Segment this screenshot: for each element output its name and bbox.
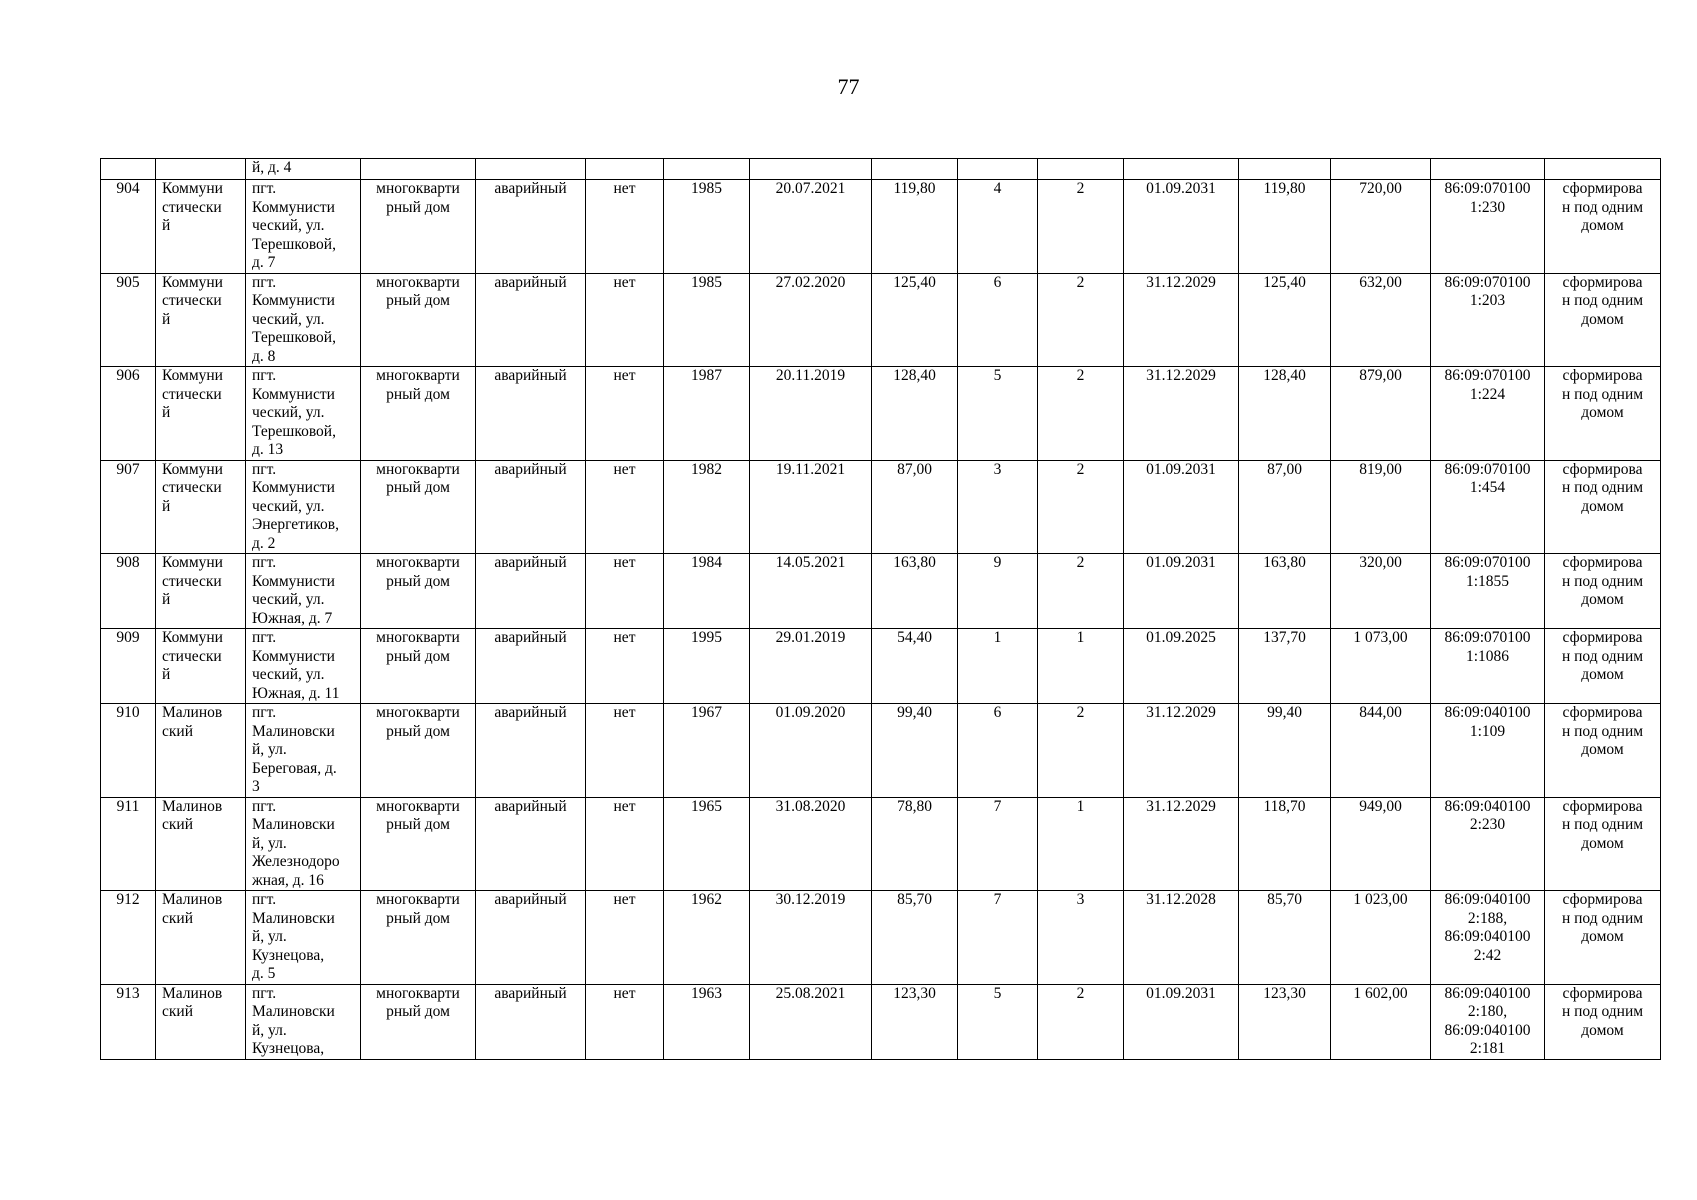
cell-premises: 2 [1038, 554, 1124, 629]
cell-date-recognized: 27.02.2020 [750, 273, 872, 367]
cell-cadastral-number: 86:09:070100 1:454 [1431, 460, 1545, 554]
cell-land-note: сформирова н под одним домом [1545, 554, 1661, 629]
cell-area-total: 125,40 [1239, 273, 1331, 367]
cell-flag: нет [586, 460, 664, 554]
cell-object-type: многокварти рный дом [361, 367, 476, 461]
cell-settlement: Коммуни стически й [156, 629, 246, 704]
cell-cadastral-number: 86:09:040100 2:230 [1431, 797, 1545, 891]
cell-empty [361, 159, 476, 180]
cell-year: 1962 [664, 891, 750, 985]
cell-cadastral-number: 86:09:040100 1:109 [1431, 704, 1545, 798]
cell-land-note: сформирова н под одним домом [1545, 367, 1661, 461]
cell-object-type: многокварти рный дом [361, 460, 476, 554]
cell-area-total: 99,40 [1239, 704, 1331, 798]
cell-residents: 7 [958, 797, 1038, 891]
cell-year: 1982 [664, 460, 750, 554]
cell-status: аварийный [476, 704, 586, 798]
cell-date-planned: 01.09.2025 [1124, 629, 1239, 704]
cell-date-recognized: 31.08.2020 [750, 797, 872, 891]
cell-object-type: многокварти рный дом [361, 797, 476, 891]
cell-land-note: сформирова н под одним домом [1545, 273, 1661, 367]
table-row [101, 554, 1661, 629]
cell-date-planned: 01.09.2031 [1124, 180, 1239, 274]
cell-premises: 2 [1038, 273, 1124, 367]
cell-status: аварийный [476, 984, 586, 1059]
cell-area: 125,40 [872, 273, 958, 367]
cell-empty [1038, 159, 1124, 180]
cell-flag: нет [586, 629, 664, 704]
cell-year: 1967 [664, 704, 750, 798]
cell-land-note: сформирова н под одним домом [1545, 460, 1661, 554]
cell-status: аварийный [476, 273, 586, 367]
cell-address: пгт. Коммунисти ческий, ул. Терешковой, д. 7 [246, 180, 361, 274]
cell-address: пгт. Малиновски й, ул. Кузнецова, д. 5 [246, 891, 361, 985]
cell-area-total: 85,70 [1239, 891, 1331, 985]
page-number: 77 [837, 74, 860, 99]
cell-number: 905 [101, 273, 156, 367]
table-row [101, 629, 1661, 704]
cell-empty [1545, 159, 1661, 180]
cell-land-area: 720,00 [1331, 180, 1431, 274]
cell-area-total: 163,80 [1239, 554, 1331, 629]
table-row [101, 460, 1661, 554]
cell-land-note: сформирова н под одним домом [1545, 180, 1661, 274]
cell-date-planned: 31.12.2029 [1124, 704, 1239, 798]
cell-date-recognized: 01.09.2020 [750, 704, 872, 798]
cell-area: 119,80 [872, 180, 958, 274]
cell-residents: 5 [958, 984, 1038, 1059]
cell-empty [1431, 159, 1545, 180]
cell-empty [1124, 159, 1239, 180]
cell-land-area: 1 073,00 [1331, 629, 1431, 704]
cell-date-recognized: 25.08.2021 [750, 984, 872, 1059]
cell-year: 1984 [664, 554, 750, 629]
cell-area: 54,40 [872, 629, 958, 704]
cell-area-total: 123,30 [1239, 984, 1331, 1059]
cell-residents: 7 [958, 891, 1038, 985]
cell-area-total: 87,00 [1239, 460, 1331, 554]
cell-address: пгт. Коммунисти ческий, ул. Южная, д. 11 [246, 629, 361, 704]
cell-settlement: Коммуни стически й [156, 180, 246, 274]
cell-cadastral-number: 86:09:070100 1:230 [1431, 180, 1545, 274]
cell-premises: 2 [1038, 984, 1124, 1059]
cell-area: 163,80 [872, 554, 958, 629]
cell-empty [156, 159, 246, 180]
cell-area: 85,70 [872, 891, 958, 985]
cell-residents: 9 [958, 554, 1038, 629]
cell-land-note: сформирова н под одним домом [1545, 797, 1661, 891]
cell-number: 907 [101, 460, 156, 554]
cell-date-planned: 31.12.2029 [1124, 797, 1239, 891]
cell-land-area: 320,00 [1331, 554, 1431, 629]
cell-land-note: сформирова н под одним домом [1545, 704, 1661, 798]
cell-status: аварийный [476, 797, 586, 891]
cell-cadastral-number: 86:09:070100 1:1855 [1431, 554, 1545, 629]
cell-date-planned: 01.09.2031 [1124, 460, 1239, 554]
cell-empty [958, 159, 1038, 180]
cell-object-type: многокварти рный дом [361, 629, 476, 704]
cell-status: аварийный [476, 891, 586, 985]
cell-residents: 6 [958, 273, 1038, 367]
cell-land-area: 949,00 [1331, 797, 1431, 891]
cell-object-type: многокварти рный дом [361, 273, 476, 367]
cell-address: пгт. Малиновски й, ул. Кузнецова, [246, 984, 361, 1059]
cell-premises: 2 [1038, 460, 1124, 554]
cell-land-area: 844,00 [1331, 704, 1431, 798]
cell-flag: нет [586, 180, 664, 274]
cell-empty [476, 159, 586, 180]
cell-object-type: многокварти рный дом [361, 554, 476, 629]
cell-date-planned: 31.12.2029 [1124, 367, 1239, 461]
cell-year: 1985 [664, 180, 750, 274]
cell-status: аварийный [476, 629, 586, 704]
cell-land-note: сформирова н под одним домом [1545, 984, 1661, 1059]
cell-status: аварийный [476, 460, 586, 554]
cell-status: аварийный [476, 367, 586, 461]
cell-empty [872, 159, 958, 180]
cell-number: 904 [101, 180, 156, 274]
cell-settlement: Малинов ский [156, 891, 246, 985]
cell-flag: нет [586, 273, 664, 367]
table-row [101, 180, 1661, 274]
cell-year: 1963 [664, 984, 750, 1059]
cell-flag: нет [586, 891, 664, 985]
cell-number: 911 [101, 797, 156, 891]
cell-number: 908 [101, 554, 156, 629]
cell-premises: 2 [1038, 180, 1124, 274]
cell-object-type: многокварти рный дом [361, 180, 476, 274]
cell-settlement: Коммуни стически й [156, 554, 246, 629]
cell-object-type: многокварти рный дом [361, 984, 476, 1059]
cell-year: 1965 [664, 797, 750, 891]
table-row [101, 891, 1661, 985]
cell-flag: нет [586, 554, 664, 629]
cell-year: 1995 [664, 629, 750, 704]
cell-date-planned: 31.12.2029 [1124, 273, 1239, 367]
cell-area-total: 118,70 [1239, 797, 1331, 891]
cell-address: пгт. Малиновски й, ул. Железнодоро жная, д. 16 [246, 797, 361, 891]
cell-status: аварийный [476, 554, 586, 629]
cell-status: аварийный [476, 180, 586, 274]
table-row-continuation [101, 159, 1661, 180]
cell-number: 910 [101, 704, 156, 798]
cell-flag: нет [586, 984, 664, 1059]
cell-address: пгт. Малиновски й, ул. Береговая, д. 3 [246, 704, 361, 798]
cell-date-recognized: 20.11.2019 [750, 367, 872, 461]
cell-empty [586, 159, 664, 180]
cell-date-planned: 31.12.2028 [1124, 891, 1239, 985]
cell-area-total: 128,40 [1239, 367, 1331, 461]
table-row [101, 704, 1661, 798]
cell-cadastral-number: 86:09:040100 2:180, 86:09:040100 2:181 [1431, 984, 1545, 1059]
cell-number: 906 [101, 367, 156, 461]
cell-number: 909 [101, 629, 156, 704]
cell-settlement: Малинов ский [156, 797, 246, 891]
cell-area: 78,80 [872, 797, 958, 891]
table-row [101, 984, 1661, 1059]
cell-land-area: 632,00 [1331, 273, 1431, 367]
table-row [101, 797, 1661, 891]
cell-residents: 5 [958, 367, 1038, 461]
cell-flag: нет [586, 367, 664, 461]
cell-date-recognized: 29.01.2019 [750, 629, 872, 704]
cell-settlement: Малинов ский [156, 984, 246, 1059]
cell-address: пгт. Коммунисти ческий, ул. Южная, д. 7 [246, 554, 361, 629]
cell-flag: нет [586, 797, 664, 891]
cell-settlement: Малинов ский [156, 704, 246, 798]
cell-date-recognized: 20.07.2021 [750, 180, 872, 274]
cell-date-recognized: 30.12.2019 [750, 891, 872, 985]
cell-year: 1987 [664, 367, 750, 461]
cell-date-planned: 01.09.2031 [1124, 984, 1239, 1059]
cell-empty [101, 159, 156, 180]
cell-address: й, д. 4 [246, 159, 361, 180]
cell-empty [750, 159, 872, 180]
cell-residents: 4 [958, 180, 1038, 274]
cell-area: 128,40 [872, 367, 958, 461]
cell-residents: 3 [958, 460, 1038, 554]
cell-date-recognized: 14.05.2021 [750, 554, 872, 629]
cell-empty [1331, 159, 1431, 180]
cell-residents: 6 [958, 704, 1038, 798]
cell-settlement: Коммуни стически й [156, 367, 246, 461]
housing-registry-table [100, 158, 1661, 1060]
cell-number: 913 [101, 984, 156, 1059]
cell-settlement: Коммуни стически й [156, 460, 246, 554]
cell-number: 912 [101, 891, 156, 985]
cell-date-planned: 01.09.2031 [1124, 554, 1239, 629]
cell-address: пгт. Коммунисти ческий, ул. Энергетиков, д. 2 [246, 460, 361, 554]
cell-land-note: сформирова н под одним домом [1545, 629, 1661, 704]
table-row [101, 367, 1661, 461]
cell-address: пгт. Коммунисти ческий, ул. Терешковой, д. 13 [246, 367, 361, 461]
cell-area: 99,40 [872, 704, 958, 798]
cell-premises: 2 [1038, 704, 1124, 798]
table-row [101, 273, 1661, 367]
cell-cadastral-number: 86:09:070100 1:224 [1431, 367, 1545, 461]
cell-empty [1239, 159, 1331, 180]
cell-premises: 1 [1038, 629, 1124, 704]
cell-cadastral-number: 86:09:070100 1:1086 [1431, 629, 1545, 704]
cell-premises: 1 [1038, 797, 1124, 891]
cell-cadastral-number: 86:09:040100 2:188, 86:09:040100 2:42 [1431, 891, 1545, 985]
cell-object-type: многокварти рный дом [361, 891, 476, 985]
cell-settlement: Коммуни стически й [156, 273, 246, 367]
cell-premises: 3 [1038, 891, 1124, 985]
cell-area: 123,30 [872, 984, 958, 1059]
cell-object-type: многокварти рный дом [361, 704, 476, 798]
cell-land-area: 879,00 [1331, 367, 1431, 461]
cell-area: 87,00 [872, 460, 958, 554]
cell-land-area: 819,00 [1331, 460, 1431, 554]
cell-address: пгт. Коммунисти ческий, ул. Терешковой, д. 8 [246, 273, 361, 367]
cell-flag: нет [586, 704, 664, 798]
cell-premises: 2 [1038, 367, 1124, 461]
cell-land-note: сформирова н под одним домом [1545, 891, 1661, 985]
cell-area-total: 119,80 [1239, 180, 1331, 274]
cell-empty [664, 159, 750, 180]
cell-cadastral-number: 86:09:070100 1:203 [1431, 273, 1545, 367]
cell-date-recognized: 19.11.2021 [750, 460, 872, 554]
cell-land-area: 1 023,00 [1331, 891, 1431, 985]
cell-area-total: 137,70 [1239, 629, 1331, 704]
cell-year: 1985 [664, 273, 750, 367]
cell-land-area: 1 602,00 [1331, 984, 1431, 1059]
cell-residents: 1 [958, 629, 1038, 704]
